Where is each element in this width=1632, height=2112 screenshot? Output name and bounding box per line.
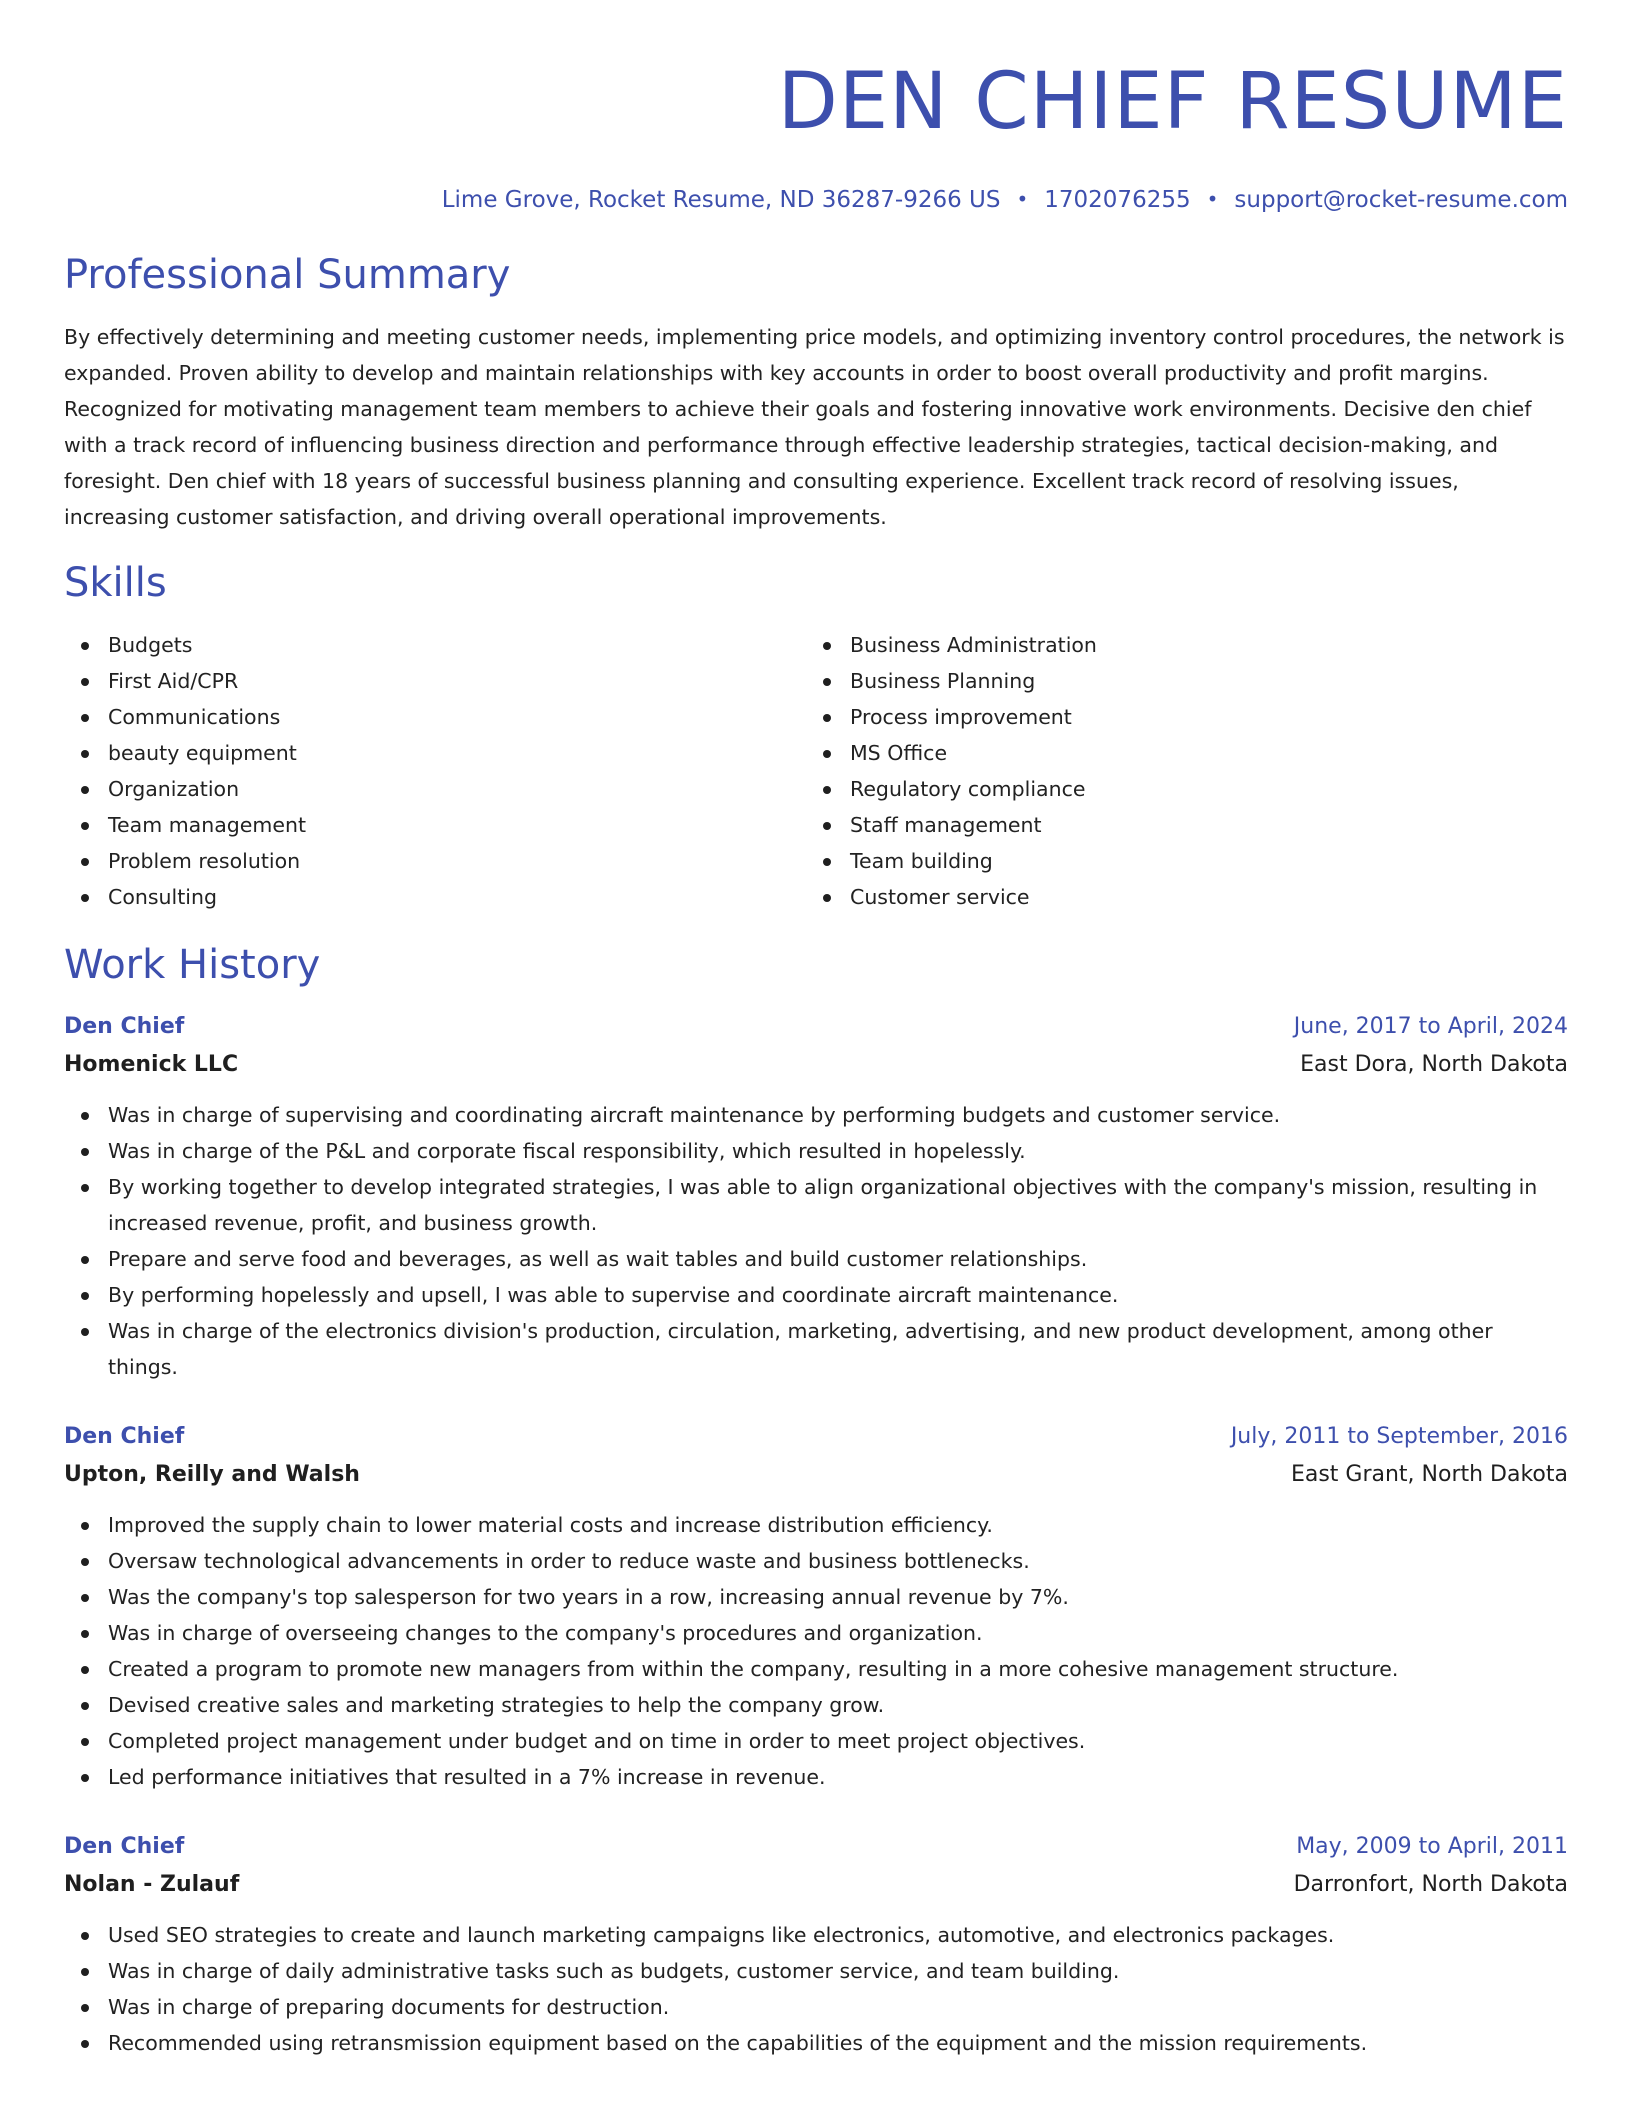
contact-separator: •	[1016, 187, 1029, 211]
contact-line	[64, 182, 1568, 217]
job-entry	[64, 1419, 1568, 1795]
job-company: Nolan - Zulauf	[64, 1872, 240, 1897]
job-bullet: Created a program to promote new managers from within the company, resulting in a more cohesive management structure.	[64, 1651, 1568, 1687]
job-title-row	[64, 1009, 1568, 1045]
skill-item: Communications	[64, 699, 806, 735]
skill-item: Team management	[64, 807, 806, 843]
job-entry	[64, 1829, 1568, 2061]
skill-item: First Aid/CPR	[64, 663, 806, 699]
skill-item: Regulatory compliance	[806, 771, 1548, 807]
job-title-row	[64, 1829, 1568, 1865]
skill-item: Budgets	[64, 627, 806, 663]
skill-item: Customer service	[806, 879, 1548, 915]
resume-name: DEN CHIEF RESUME	[777, 57, 1568, 147]
summary-text: By effectively determining and meeting customer needs, implementing price models, and optimizing inventory control procedures, the network is expanded. Proven ability to develop and maintain relationships with key accounts in order to boost overall productivity and profit margins. Recognized for motivating management team members to achieve their goals and fostering innovative work environments. Decisive den chief with a track record of influencing business direction and performance through effective leadership strategies, tactical decision-making, and foresight. Den chief with 18 years of successful business planning and consulting experience. Excellent track record of resolving issues, increasing customer satisfaction, and driving overall operational improvements.	[64, 325, 1565, 529]
job-title: Den Chief	[64, 1424, 185, 1449]
job-location: Darronfort, North Dakota	[1293, 1872, 1568, 1897]
job-bullet: Was the company's top salesperson for two years in a row, increasing annual revenue by 7%.	[64, 1579, 1568, 1615]
skill-item: Process improvement	[806, 699, 1548, 735]
skills-heading: Skills	[64, 560, 167, 606]
skill-item: MS Office	[806, 735, 1548, 771]
job-bullet: Was in charge of the P&L and corporate fiscal responsibility, which resulted in hopelessly.	[64, 1133, 1568, 1169]
skill-item: Staff management	[806, 807, 1548, 843]
skill-item: Problem resolution	[64, 843, 806, 879]
job-bullet: By performing hopelessly and upsell, I was able to supervise and coordinate aircraft maintenance.	[64, 1277, 1568, 1313]
job-company: Homenick LLC	[64, 1052, 239, 1077]
job-bullet: Led performance initiatives that resulted in a 7% increase in revenue.	[64, 1759, 1568, 1795]
job-bullet: Was in charge of overseeing changes to the company's procedures and organization.	[64, 1615, 1568, 1651]
job-dates: July, 2011 to September, 2016	[1230, 1424, 1568, 1449]
resume-header	[64, 0, 1568, 217]
job-company-row	[64, 1045, 1568, 1085]
job-bullet: Improved the supply chain to lower material costs and increase distribution efficiency.	[64, 1507, 1568, 1543]
job-bullet: Recommended using retransmission equipment based on the capabilities of the equipment and the mission requirements.	[64, 2025, 1568, 2061]
skills-list	[64, 627, 1568, 915]
job-bullet: Used SEO strategies to create and launch marketing campaigns like electronics, automotive, and electronics packages.	[64, 1917, 1568, 1953]
skill-item: Organization	[64, 771, 806, 807]
job-bullet: Prepare and serve food and beverages, as well as wait tables and build customer relationships.	[64, 1241, 1568, 1277]
job-bullet: Oversaw technological advancements in order to reduce waste and business bottlenecks.	[64, 1543, 1568, 1579]
skill-item: Business Planning	[806, 663, 1548, 699]
job-bullet: Was in charge of daily administrative tasks such as budgets, customer service, and team building.	[64, 1953, 1568, 1989]
job-bullet: Completed project management under budget and on time in order to meet project objectives.	[64, 1723, 1568, 1759]
job-bullets	[64, 1917, 1568, 2061]
job-bullets	[64, 1507, 1568, 1795]
skill-item: Consulting	[64, 879, 806, 915]
contact-phone: 1702076255	[1044, 187, 1191, 213]
skills-column-right	[806, 627, 1548, 915]
contact-address: Lime Grove, Rocket Resume, ND 36287-9266 US	[441, 187, 1001, 213]
job-location: East Grant, North Dakota	[1290, 1462, 1568, 1487]
job-dates: May, 2009 to April, 2011	[1296, 1834, 1568, 1859]
job-company-row	[64, 1455, 1568, 1495]
job-bullet: Was in charge of supervising and coordinating aircraft maintenance by performing budgets and customer service.	[64, 1097, 1568, 1133]
job-location: East Dora, North Dakota	[1300, 1052, 1568, 1077]
job-bullets	[64, 1097, 1568, 1385]
contact-email: support@rocket-resume.com	[1234, 187, 1568, 213]
job-title-row	[64, 1419, 1568, 1455]
resume-page	[64, 0, 1568, 2061]
contact-separator: •	[1206, 187, 1219, 211]
summary-heading: Professional Summary	[64, 252, 511, 298]
job-bullet: Was in charge of preparing documents for destruction.	[64, 1989, 1568, 2025]
skill-item: Team building	[806, 843, 1548, 879]
skills-column-left	[64, 627, 806, 915]
job-title: Den Chief	[64, 1834, 185, 1859]
job-company-row	[64, 1865, 1568, 1905]
job-bullet: Was in charge of the electronics division's production, circulation, marketing, advertising, and new product development, among other things.	[64, 1313, 1568, 1385]
job-title: Den Chief	[64, 1014, 185, 1039]
job-bullet: By working together to develop integrated strategies, I was able to align organizational objectives with the company's mission, resulting in increased revenue, profit, and business growth.	[64, 1169, 1568, 1241]
work-history-heading: Work History	[64, 942, 321, 988]
job-bullet: Devised creative sales and marketing strategies to help the company grow.	[64, 1687, 1568, 1723]
skill-item: beauty equipment	[64, 735, 806, 771]
job-entry	[64, 1009, 1568, 1385]
skill-item: Business Administration	[806, 627, 1548, 663]
job-company: Upton, Reilly and Walsh	[64, 1462, 360, 1487]
job-dates: June, 2017 to April, 2024	[1293, 1014, 1568, 1039]
